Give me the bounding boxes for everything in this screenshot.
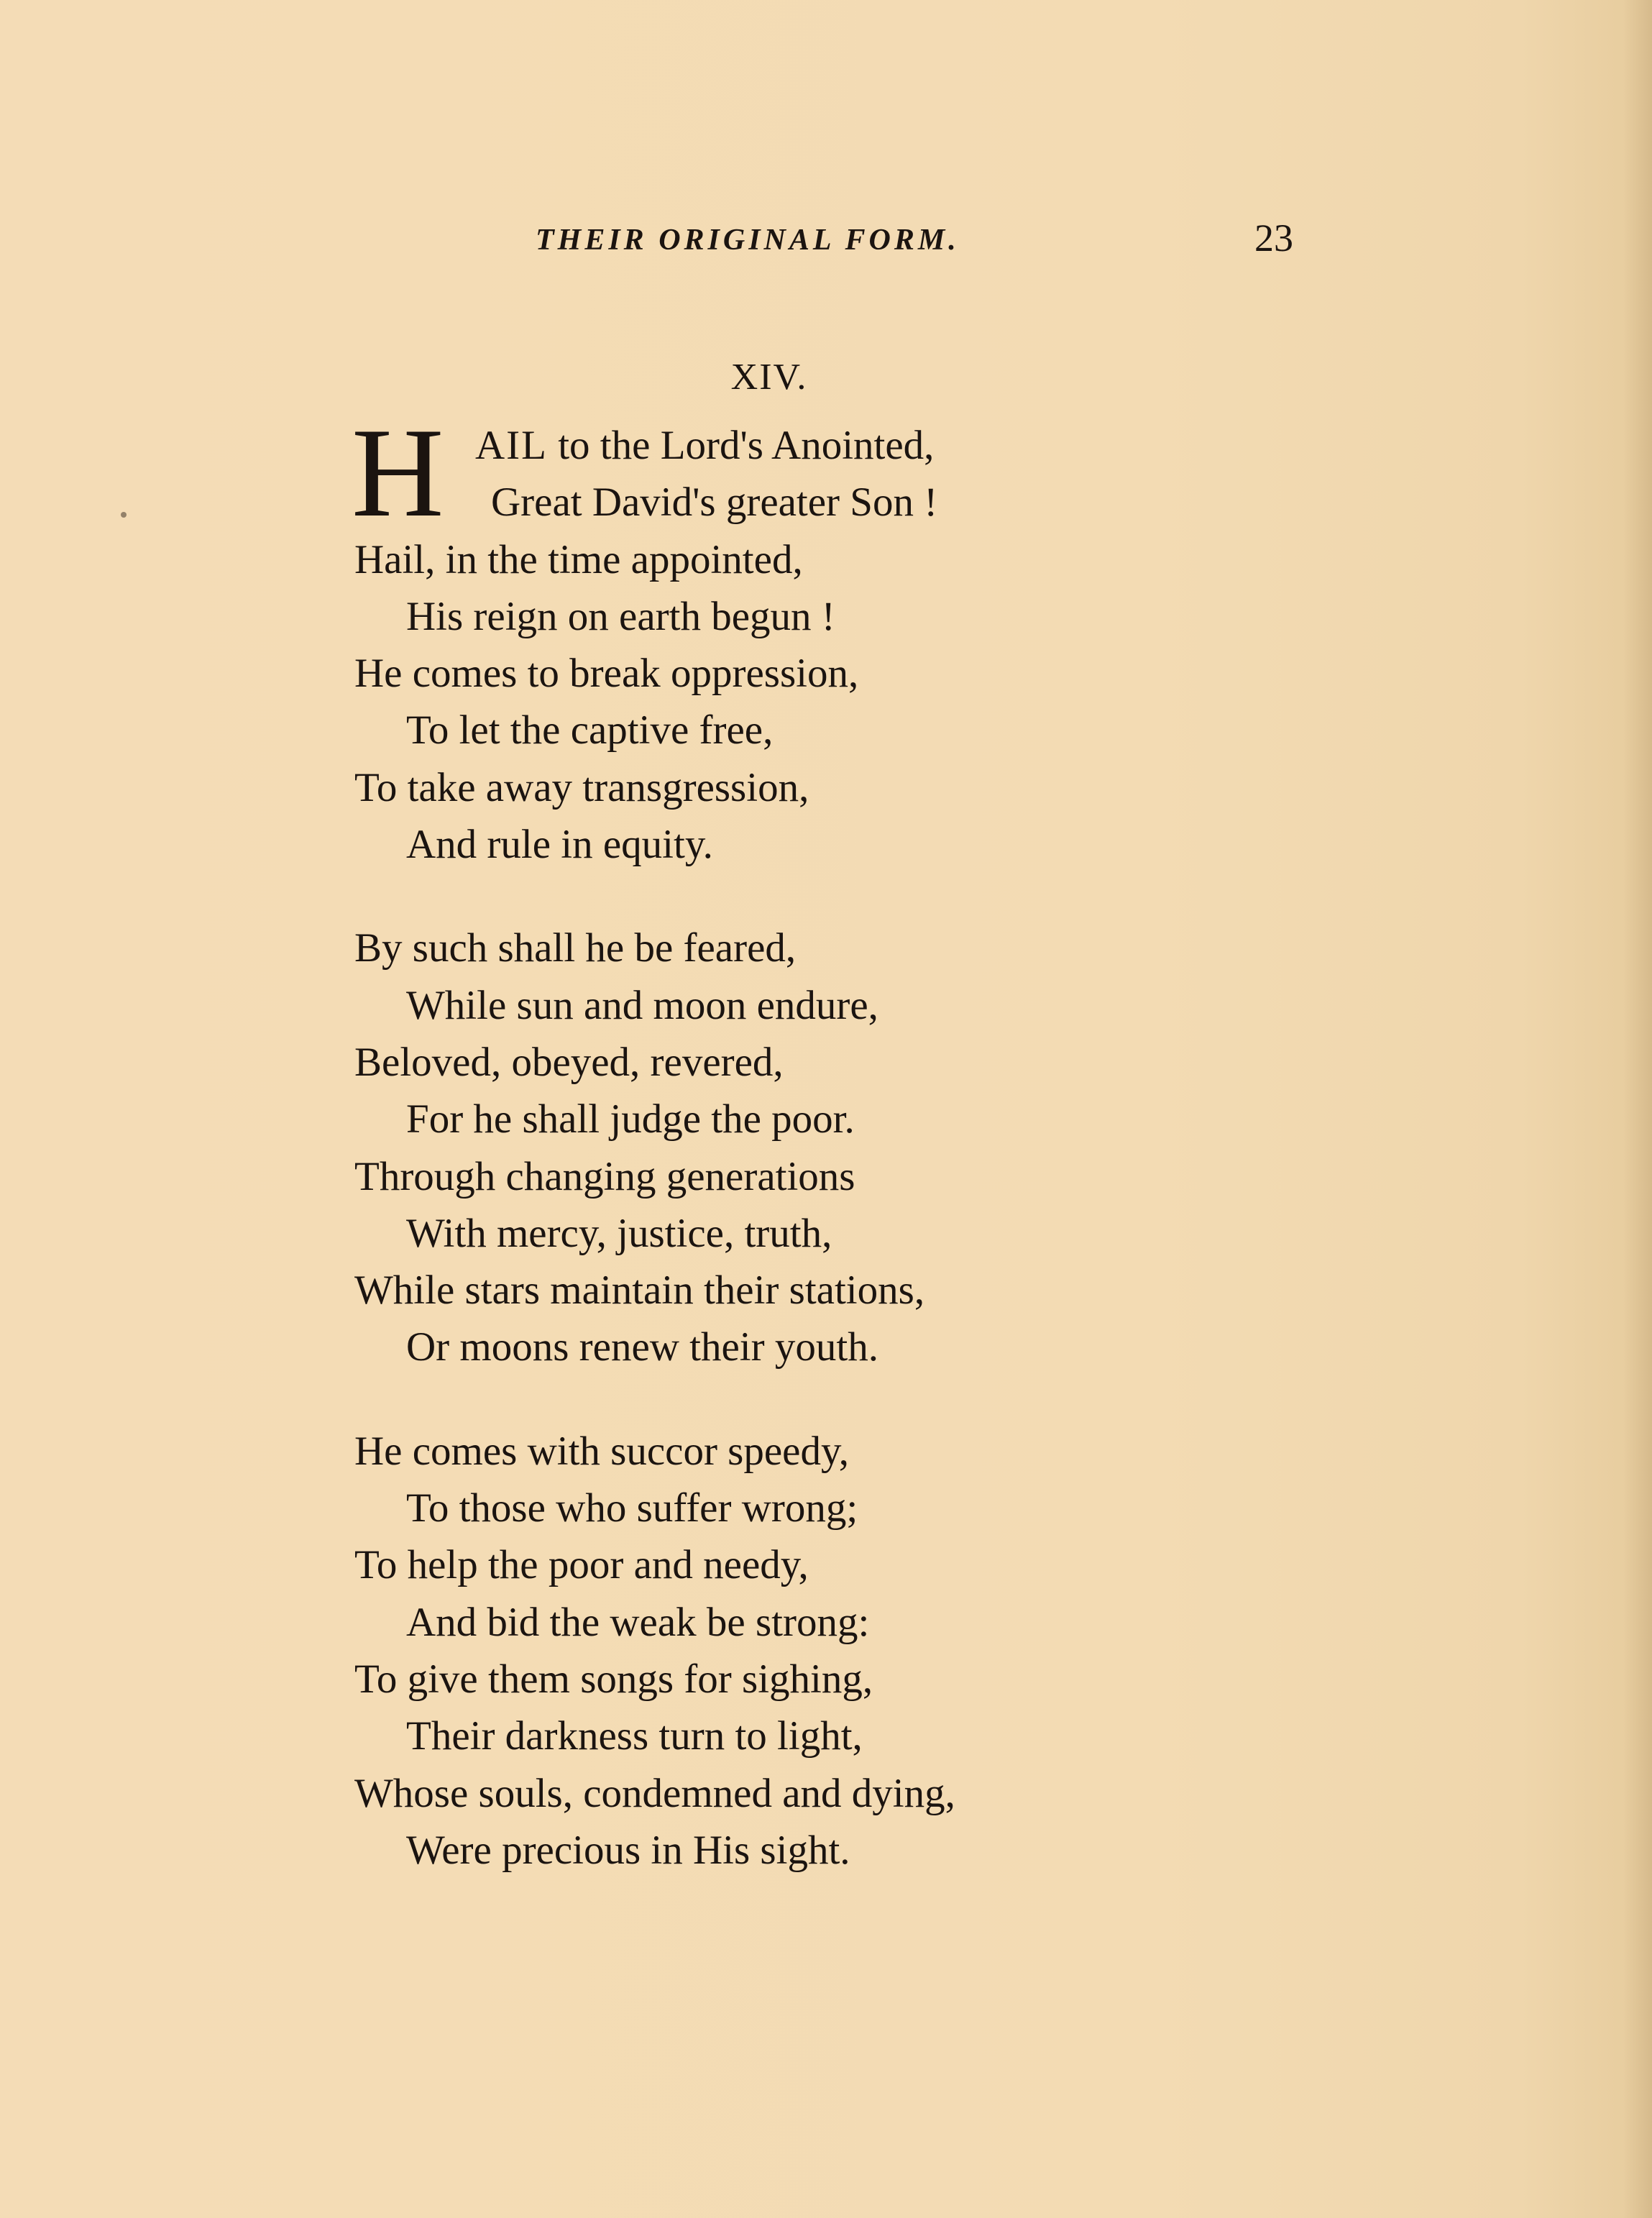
poem-line: His reign on earth begun ! <box>406 593 835 639</box>
poem-line: With mercy, justice, truth, <box>406 1210 832 1256</box>
opening-lines <box>352 401 1145 544</box>
poem-line: For he shall judge the poor. <box>406 1096 855 1142</box>
running-head <box>0 216 1652 273</box>
poem-line: Or moons renew their youth. <box>406 1324 878 1370</box>
paper-speck <box>121 512 127 518</box>
poem-line: While sun and moon endure, <box>406 982 878 1028</box>
poem-line: Great David's greater Son ! <box>491 480 938 526</box>
poem-line: He comes to break oppression, <box>354 651 859 697</box>
page-edge-shadow <box>1623 0 1652 2218</box>
poem-line: Whose souls, condemned and dying, <box>354 1770 955 1816</box>
first-line-rest: to the Lord's Anointed, <box>547 423 935 468</box>
poem-line: Beloved, obeyed, revered, <box>354 1039 784 1085</box>
section-number: XIV. <box>730 357 808 398</box>
poem-line: Hail, in the time appointed, <box>354 536 803 582</box>
stanza-1 <box>352 401 1145 873</box>
first-word-rest: AIL <box>475 423 548 468</box>
drop-cap: H <box>352 401 444 544</box>
poem-line: To let the captive free, <box>406 707 774 753</box>
poem-line: By such shall he be feared, <box>354 925 797 971</box>
stanza-3 <box>354 1423 1145 1879</box>
poem-line: To help the poor and needy, <box>354 1542 809 1588</box>
poem-line: While stars maintain their stations, <box>354 1268 925 1314</box>
page-number: 23 <box>1254 216 1293 260</box>
poem-line: Through changing generations <box>354 1153 855 1199</box>
poem-line: And rule in equity. <box>406 822 713 868</box>
poem <box>352 401 1145 1925</box>
poem-line: He comes with succor speedy, <box>354 1428 850 1474</box>
poem-line: Their darkness turn to light, <box>406 1713 863 1759</box>
poem-line: Were precious in His sight. <box>406 1827 850 1873</box>
running-title: THEIR ORIGINAL FORM. <box>536 224 960 257</box>
poem-line <box>475 417 934 474</box>
stanza-2 <box>354 920 1145 1375</box>
poem-line: To those who suffer wrong; <box>406 1485 858 1531</box>
poem-line: And bid the weak be strong: <box>406 1599 870 1645</box>
poem-line: To take away transgression, <box>354 764 809 810</box>
poem-line: To give them songs for sighing, <box>354 1656 873 1702</box>
